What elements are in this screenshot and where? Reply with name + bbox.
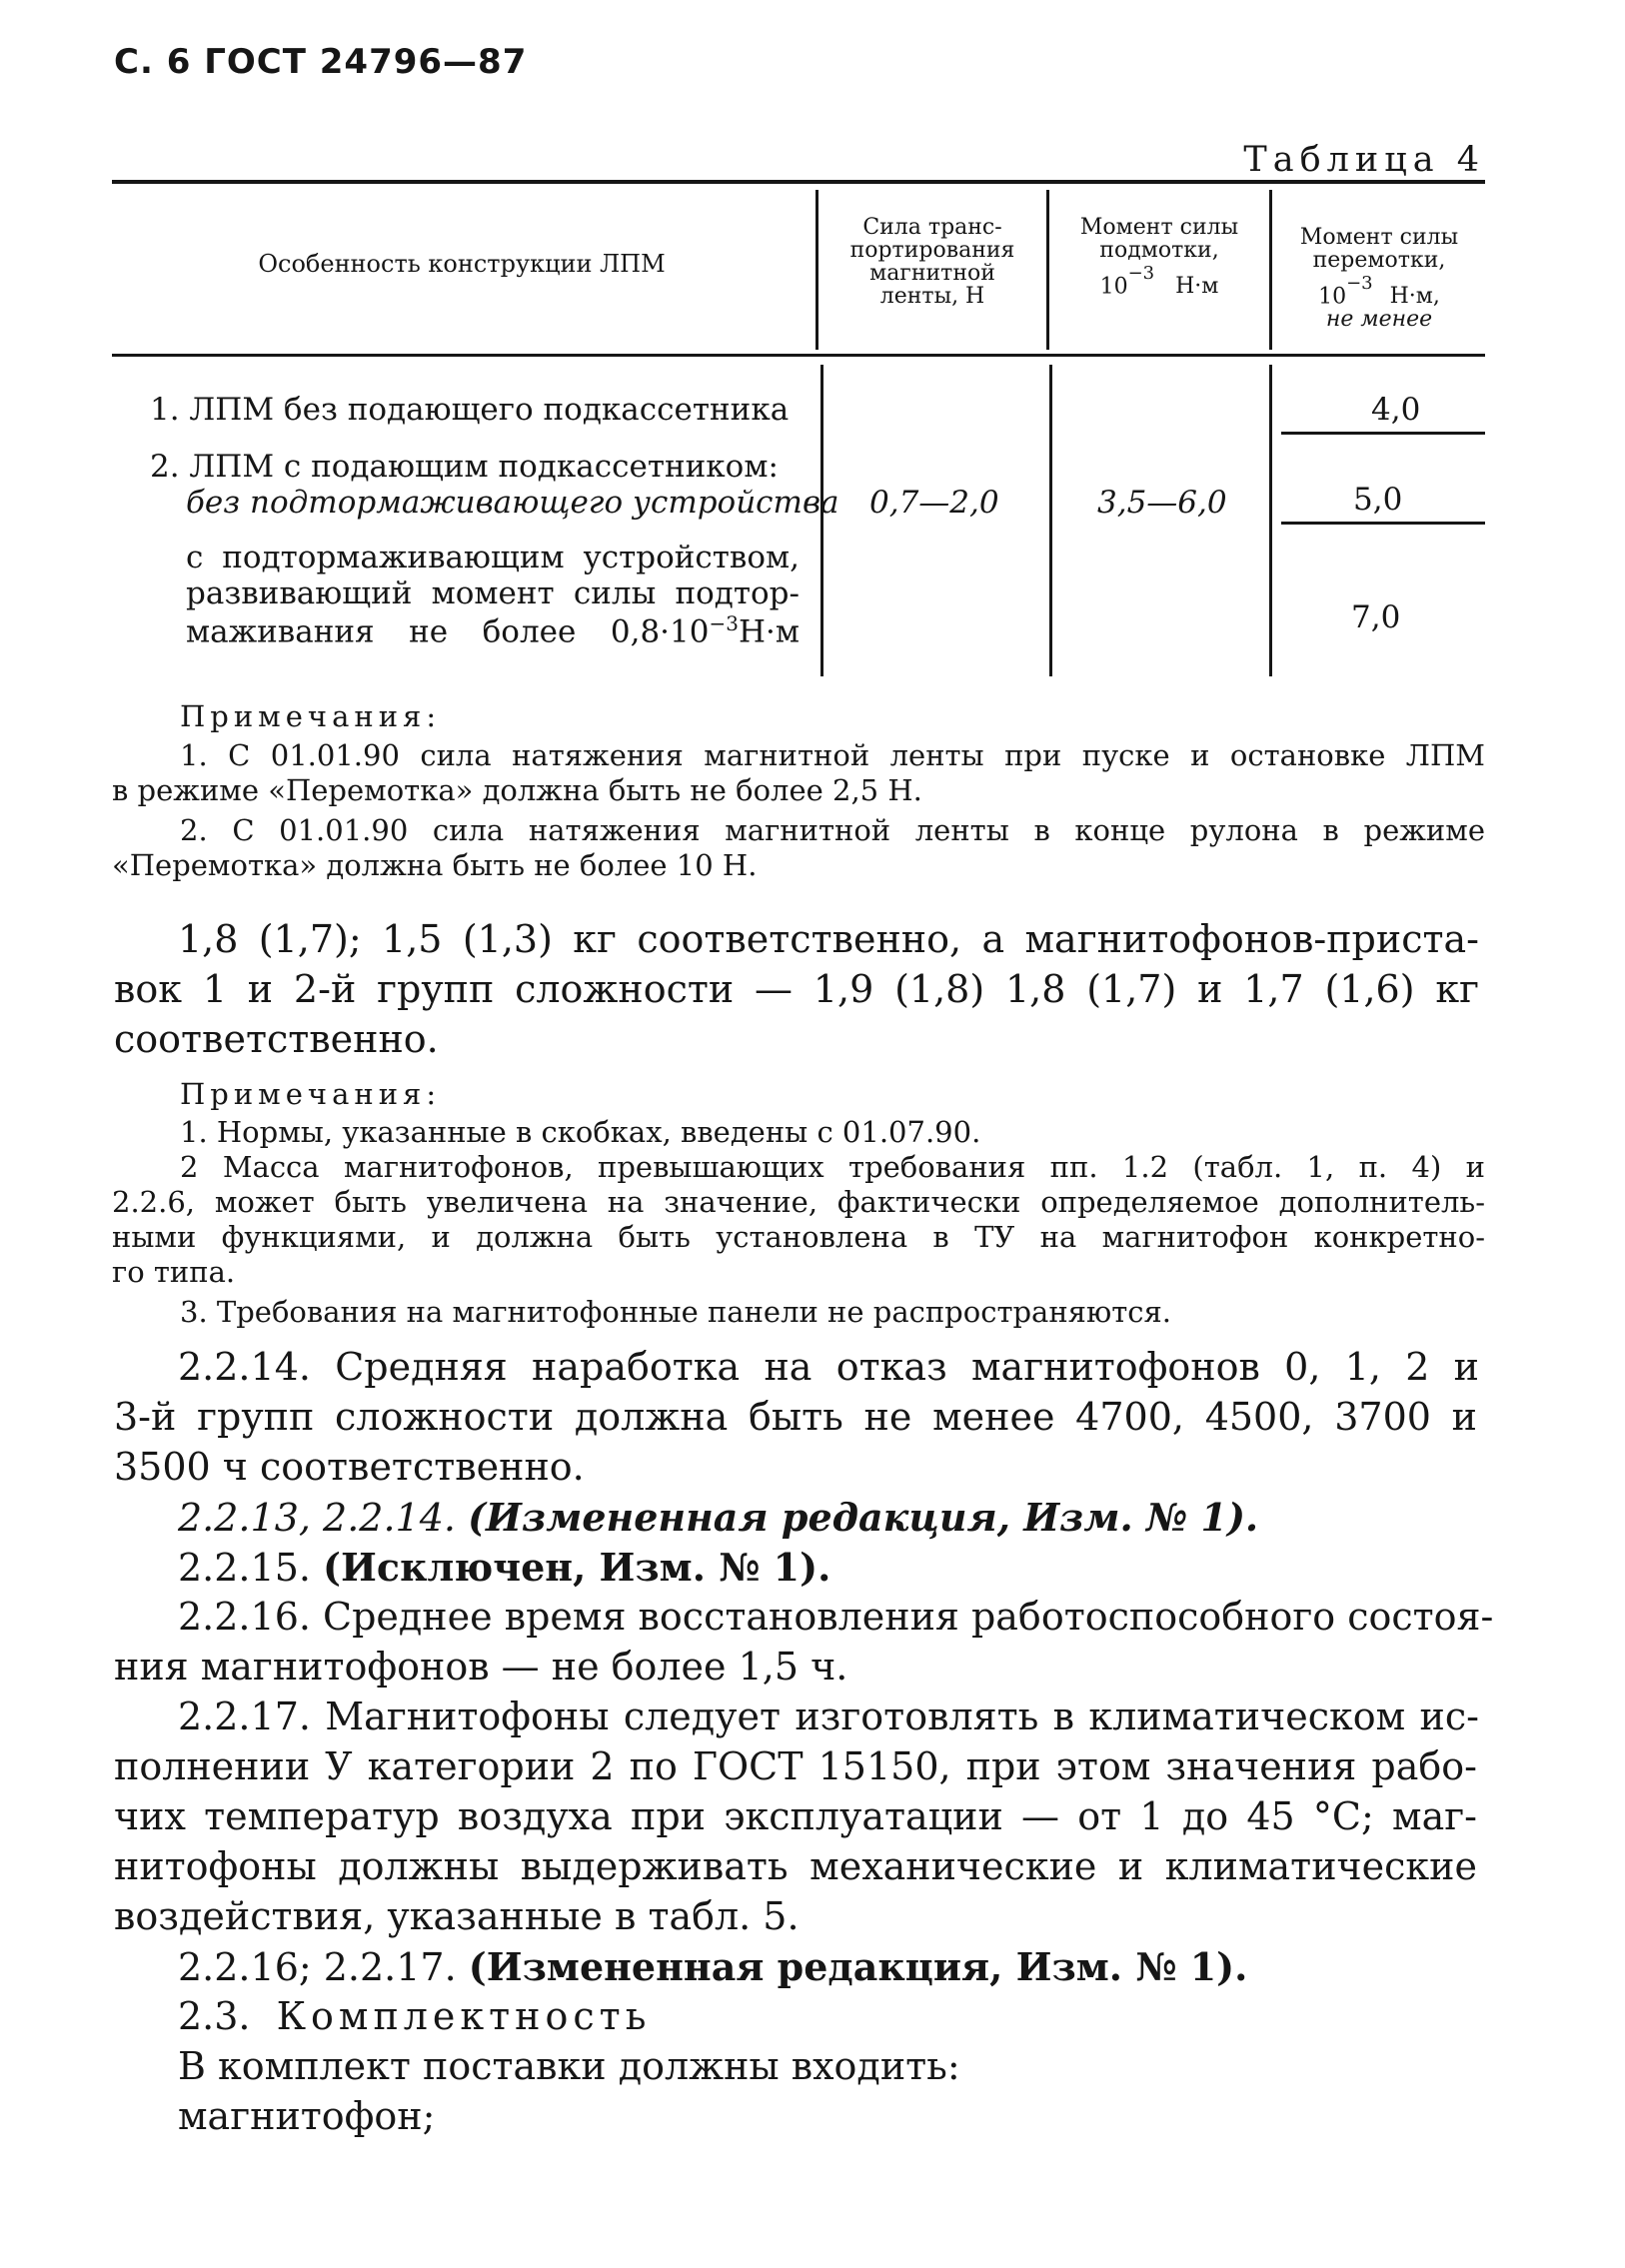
table-top-rule [112, 180, 1485, 184]
note2-2-b: 2.2.6, может быть увеличена на значение, фактически определяемое дополнитель- [112, 1185, 1485, 1219]
note2-2-a: 2 Масса магнитофонов, превышающих требования пп. 1.2 (табл. 1, п. 4) и [180, 1150, 1485, 1184]
table-header-rule [112, 354, 1485, 357]
takeup-torque-value: 3,5—6,0 [1097, 485, 1227, 521]
rewind-value-3: 7,0 [1351, 599, 1401, 635]
note-2-line-a: 2. С 01.01.90 сила натяжения магнитной ленты в конце рулона в режиме [180, 813, 1485, 847]
p14-line-1: 2.2.14. Средняя наработка на отказ магнитофонов 0, 1, 2 и [178, 1345, 1479, 1389]
p16-line-1: 2.2.16. Среднее время восстановления работоспособного состоя- [178, 1595, 1494, 1639]
table-vline-1 [815, 190, 818, 350]
table-row-2-title: 2. ЛПМ с подающим подкассетником: [150, 449, 779, 485]
note2-2-c: ными функциями, и должна быть установлена в ТУ на магнитофон конкретно- [112, 1220, 1485, 1254]
note2-3: 3. Требования на магнитофонные панели не распространяются. [180, 1295, 1172, 1329]
rewind-value-2: 5,0 [1353, 482, 1403, 518]
note-1-line-b: в режиме «Перемотка» должна быть не более 2,5 Н. [112, 773, 922, 807]
mass-line-1: 1,8 (1,7); 1,5 (1,3) кг соответственно, а магнитофонов-приста- [178, 917, 1479, 961]
table-header-feature: Особенность конструкции ЛПМ [258, 250, 666, 278]
change-note-1: 2.2.13, 2.2.14. (Измененная редакция, Изм. № 1). [178, 1495, 1259, 1540]
p17-line-4: нитофоны должны выдерживать механические и климатические [114, 1844, 1477, 1888]
p15-line: 2.2.15. (Исключен, Изм. № 1). [178, 1545, 831, 1590]
table-header-takeup-torque: Момент силы подмотки, $10^{-3}$ Н·м [1079, 215, 1239, 300]
p16-line-2: ния магнитофонов — не более 1,5 ч. [114, 1645, 848, 1689]
table-vline-1b [820, 365, 823, 676]
table-row-3-b: развивающий момент силы подтор- [186, 575, 800, 611]
section-2-3-heading: 2.3. Комплектность [178, 1994, 652, 2038]
note2-1: 1. Нормы, указанные в скобках, введены с 01.07.90. [180, 1115, 981, 1149]
table-vline-2b [1049, 365, 1052, 676]
notes-title-2: Примечания: [180, 1077, 442, 1111]
p14-line-2: 3-й групп сложности должна быть не менее 4700, 4500, 3700 и [114, 1395, 1477, 1439]
supply-intro: В комплект поставки должны входить: [178, 2044, 960, 2088]
supply-item-1: магнитофон; [178, 2094, 436, 2138]
table-row-2-sub: без подтормаживающего устройства [186, 485, 839, 521]
table-row-3-a: с подтормаживающим устройством, [186, 540, 800, 575]
transport-force-value: 0,7—2,0 [869, 485, 999, 521]
mass-line-3: соответственно. [114, 1017, 439, 1061]
rewind-underline-1 [1281, 432, 1485, 435]
table-vline-3 [1269, 190, 1272, 350]
table-row-3-c: маживания не более $0,8\cdot 10^{-3}Н\cdot м$ [186, 611, 800, 650]
change-note-2: 2.2.16; 2.2.17. (Измененная редакция, Изм. № 1). [178, 1944, 1248, 1989]
p17-line-5: воздействия, указанные в табл. 5. [114, 1894, 800, 1938]
note-1-line-a: 1. С 01.01.90 сила натяжения магнитной ленты при пуске и остановке ЛПМ [180, 738, 1485, 772]
table-label: Таблица 4 [1243, 140, 1485, 180]
table-header-rewind-torque: Момент силы перемотки, $10^{-3}$ Н·м, не менее [1299, 225, 1459, 333]
table-vline-3b [1269, 365, 1272, 676]
notes-title-1: Примечания: [180, 699, 442, 733]
note-2-line-b: «Перемотка» должна быть не более 10 Н. [112, 848, 758, 882]
p17-line-1: 2.2.17. Магнитофоны следует изготовлять в климатическом ис- [178, 1695, 1479, 1738]
rewind-value-1: 4,0 [1371, 392, 1421, 428]
mass-line-2: вок 1 и 2-й групп сложности — 1,9 (1,8) 1,8 (1,7) и 1,7 (1,6) кг [114, 967, 1479, 1011]
p14-line-3: 3500 ч соответственно. [114, 1445, 585, 1489]
p17-line-2: полнении У категории 2 по ГОСТ 15150, при этом значения рабо- [114, 1744, 1477, 1788]
table-vline-2 [1046, 190, 1049, 350]
table-header-transport-force: Сила транс- портирования магнитной ленты, Н [849, 215, 1015, 309]
note2-2-d: го типа. [112, 1255, 236, 1289]
page-header: С. 6 ГОСТ 24796—87 [114, 42, 528, 82]
rewind-underline-2 [1281, 522, 1485, 525]
table-row-1: 1. ЛПМ без подающего подкассетника [150, 392, 790, 428]
p17-line-3: чих температур воздуха при эксплуатации — от 1 до 45 °С; маг- [114, 1794, 1477, 1838]
